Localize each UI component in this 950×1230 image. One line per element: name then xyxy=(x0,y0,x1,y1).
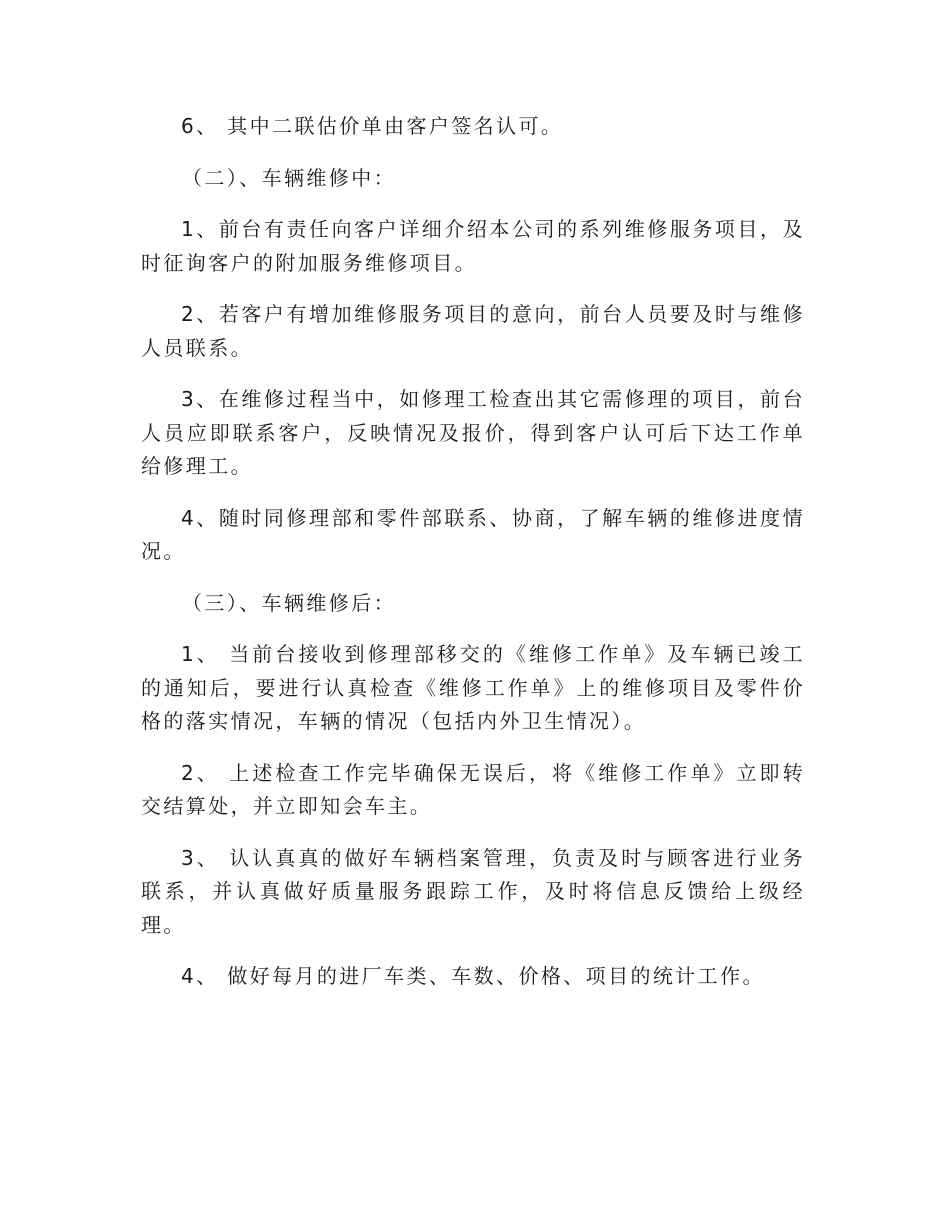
section-heading-after-repair: （三）、车辆维修后： xyxy=(182,590,396,615)
paragraph-during-2: 2、若客户有增加维修服务项目的意向，前台人员要及时与维修人员联系。 xyxy=(141,302,805,360)
paragraph-after-4: 4、 做好每月的进厂车类、车数、价格、项目的统计工作。 xyxy=(181,964,765,988)
paragraph-during-3: 3、在维修过程当中，如修理工检查出其它需修理的项目，前台人员应即联系客户，反映情况及报价，得到客户认可后下达工作单给修理工。 xyxy=(141,387,805,478)
paragraph-after-3: 3、 认认真真的做好车辆档案管理，负责及时与顾客进行业务联系，并认真做好质量服务跟踪工作，及时将信息反馈给上级经理。 xyxy=(141,845,805,937)
paragraph-after-2: 2、 上述检查工作完毕确保无误后，将《维修工作单》立即转交结算处，并立即知会车主。 xyxy=(141,760,805,818)
paragraph-during-4: 4、随时同修理部和零件部联系、协商，了解车辆的维修进度情况。 xyxy=(141,505,805,563)
section-heading-during-repair: （二）、车辆维修中： xyxy=(182,165,396,190)
paragraph-after-1: 1、 当前台接收到修理部移交的《维修工作单》及车辆已竣工的通知后，要进行认真检查《维修工作单》上的维修项目及零件价格的落实情况，车辆的情况（包括内外卫生情况）。 xyxy=(141,642,805,733)
paragraph-during-1: 1、前台有责任向客户详细介绍本公司的系列维修服务项目，及时征询客户的附加服务维修项目。 xyxy=(141,217,805,275)
paragraph-item-6: 6、 其中二联估价单由客户签名认可。 xyxy=(181,114,564,138)
